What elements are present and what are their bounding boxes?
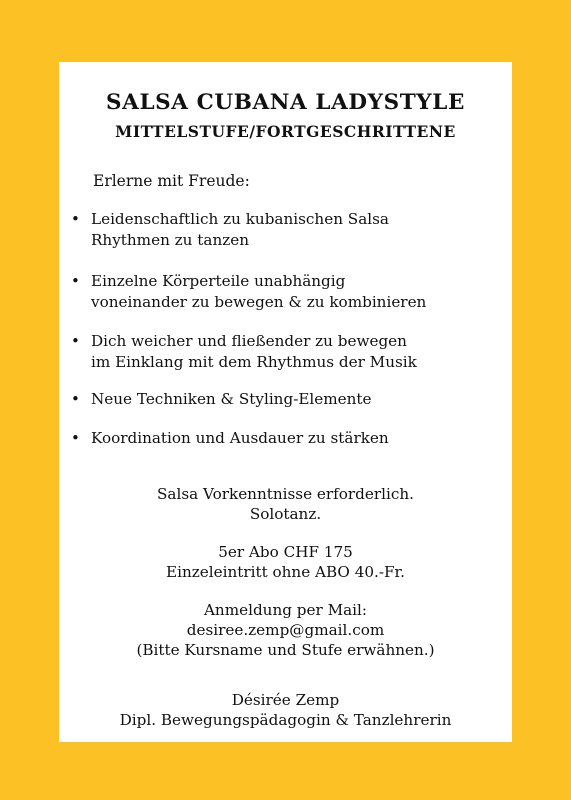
teacher-block (59, 690, 512, 730)
bullet-icon: • (71, 390, 80, 408)
course-level: MITTELSTUFE/FORTGESCHRITTENE (115, 122, 456, 141)
list-item-text: Leidenschaftlich zu kubanischen Salsa Rhythmen zu tanzen (91, 210, 389, 249)
email-address: desiree.zemp@gmail.com (186, 621, 385, 639)
pricing-block (59, 542, 512, 582)
requirements-block (59, 484, 512, 524)
flyer-card (59, 62, 512, 742)
teacher-name: Désirée Zemp (231, 691, 340, 709)
registration-note: (Bitte Kursname und Stufe erwähnen.) (136, 641, 435, 659)
bullet-icon: • (71, 210, 80, 228)
intro-text: Erlerne mit Freude: (93, 172, 250, 190)
teacher-title: Dipl. Bewegungspädagogin & Tanzlehrerin (119, 711, 452, 729)
list-item-text: Neue Techniken & Styling-Elemente (91, 390, 372, 408)
requirements-line: Solotanz. (249, 505, 322, 523)
list-item-text: Dich weicher und fließender zu bewegen im Einklang mit dem Rhythmus der Musik (91, 332, 417, 371)
requirements-line: Salsa Vorkenntnisse erforderlich. (157, 485, 414, 503)
pricing-line: 5er Abo CHF 175 (218, 543, 353, 561)
registration-label: Anmeldung per Mail: (203, 601, 368, 619)
bullet-icon: • (71, 272, 80, 290)
bullet-icon: • (71, 332, 80, 350)
registration-block (59, 600, 512, 660)
pricing-line: Einzeleintritt ohne ABO 40.-Fr. (166, 563, 405, 581)
course-title: SALSA CUBANA LADYSTYLE (106, 90, 465, 115)
list-item-text: Koordination und Ausdauer zu stärken (91, 429, 389, 447)
bullet-icon: • (71, 429, 80, 447)
list-item-text: Einzelne Körperteile unabhängig voneinander zu bewegen & zu kombinieren (91, 272, 427, 311)
